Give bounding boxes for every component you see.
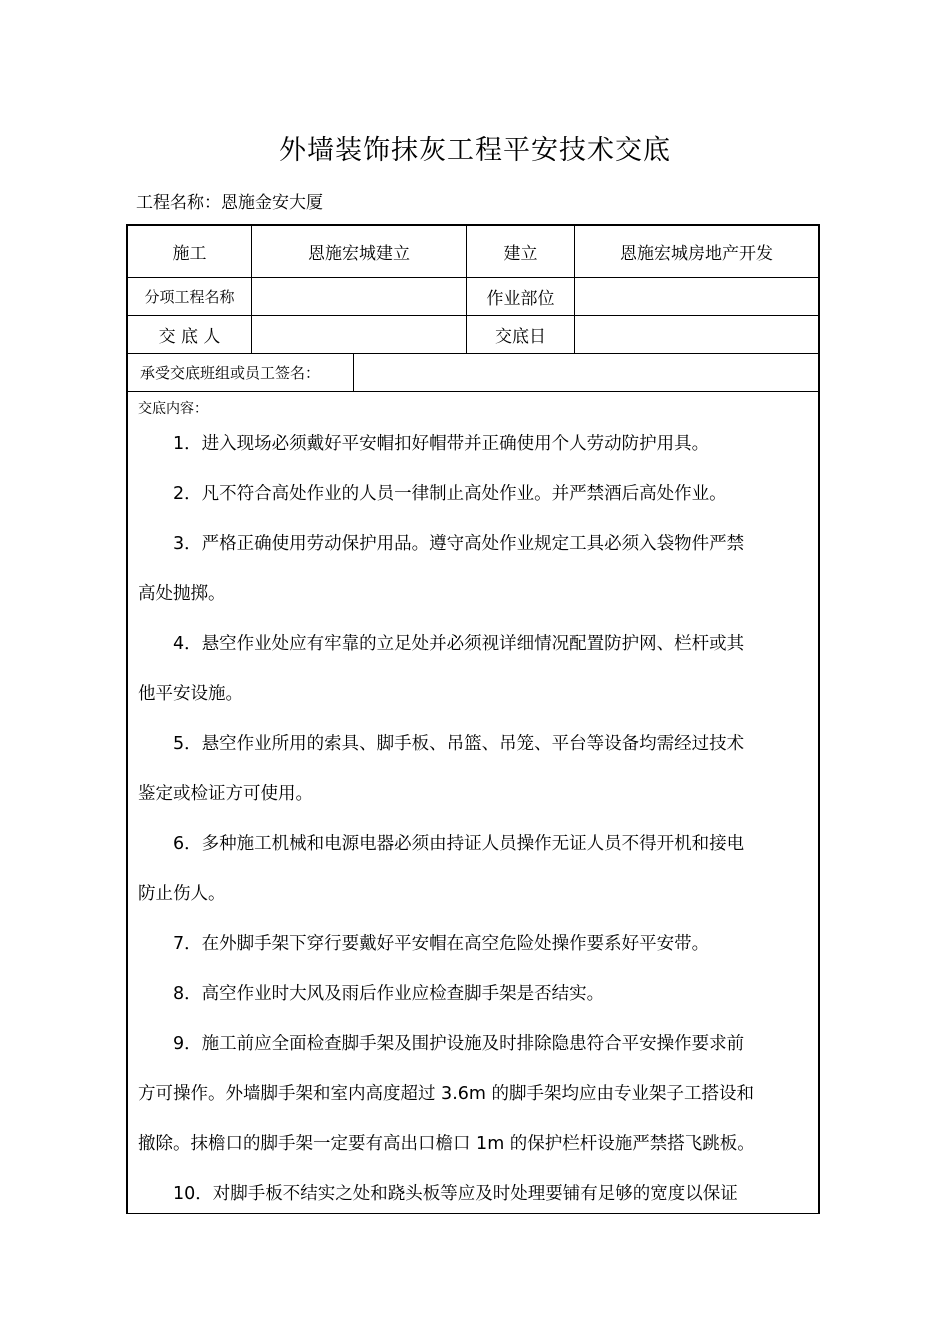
- clause-line: 4．悬空作业处应有牢靠的立足处并必须视详细情况配置防护网、栏杆或其: [138, 634, 745, 654]
- project-name-label: 工程名称：: [136, 193, 221, 213]
- construction-unit-value: 恩施宏城建立: [308, 244, 410, 264]
- work-location-value[interactable]: [575, 278, 818, 315]
- clause-line: 10．对脚手板不结实之处和跷头板等应及时处理要铺有足够的宽度以保证: [138, 1184, 738, 1204]
- clause-line: 他平安设施。: [138, 684, 243, 704]
- clause-paragraph: [138, 969, 814, 1019]
- clause-line: 撤除。抹檐口的脚手架一定要有高出口檐口 1m 的保护栏杆设施严禁搭飞跳板。: [138, 1134, 755, 1154]
- clause-paragraph: [138, 619, 814, 719]
- developer-value: 恩施宏城房地产开发: [620, 244, 773, 264]
- work-location-label: 作业部位: [486, 289, 555, 309]
- clause-line: 7．在外脚手架下穿行要戴好平安帽在高空危险处操作要系好平安带。: [138, 934, 710, 954]
- construction-unit-label: 施工: [172, 244, 207, 264]
- clause-line: 2．凡不符合高处作业的人员一律制止高处作业。并严禁酒后高处作业。: [138, 484, 727, 504]
- clause-line: 1．进入现场必须戴好平安帽扣好帽带并正确使用个人劳动防护用具。: [138, 434, 710, 454]
- handover-date-label: 交底日: [495, 327, 546, 347]
- clause-line: 6．多种施工机械和电源电器必须由持证人员操作无证人员不得开机和接电: [138, 834, 745, 854]
- developer-label: 建立: [503, 244, 538, 264]
- document-title: 外墙装饰抹灰工程平安技术交底: [279, 135, 671, 166]
- clause-line: 鉴定或检证方可使用。: [138, 784, 313, 804]
- sub-project-label: 分项工程名称: [144, 288, 235, 306]
- handover-person-value[interactable]: [252, 316, 466, 353]
- clause-line: 8．高空作业时大风及雨后作业应检查脚手架是否结实。: [138, 984, 605, 1004]
- clause-line: 方可操作。外墙脚手架和室内高度超过 3.6m 的脚手架均应由专业架子工搭设和: [138, 1084, 755, 1104]
- clause-paragraph: [138, 419, 814, 469]
- handover-table: [126, 224, 820, 1214]
- clause-line: 防止伤人。: [138, 884, 226, 904]
- clause-paragraph: [138, 719, 814, 819]
- sub-project-value[interactable]: [252, 278, 466, 315]
- project-name-value: 恩施金安大厦: [221, 193, 323, 213]
- row-divider: [128, 391, 818, 392]
- clause-paragraph: [138, 519, 814, 619]
- clause-paragraph: [138, 1169, 814, 1214]
- clause-paragraph: [138, 469, 814, 519]
- clause-line: 5．悬空作业所用的索具、脚手板、吊篮、吊笼、平台等设备均需经过技术: [138, 734, 745, 754]
- clause-line: 9．施工前应全面检查脚手架及围护设施及时排除隐患符合平安操作要求前: [138, 1034, 745, 1054]
- content-label: 交底内容：: [138, 401, 208, 417]
- signature-label: 承受交底班组或员工签名：: [140, 364, 321, 382]
- clause-paragraph: [138, 1019, 814, 1169]
- clause-line: 3．严格正确使用劳动保护用品。遵守高处作业规定工具必须入袋物件严禁: [138, 534, 745, 554]
- project-name: [136, 188, 323, 213]
- clause-paragraph: [138, 819, 814, 919]
- clause-line: 高处抛掷。: [138, 584, 226, 604]
- signature-field[interactable]: [354, 354, 818, 391]
- handover-date-value[interactable]: [575, 316, 818, 353]
- clause-paragraph: [138, 919, 814, 969]
- handover-person-label: 交 底 人: [158, 327, 221, 347]
